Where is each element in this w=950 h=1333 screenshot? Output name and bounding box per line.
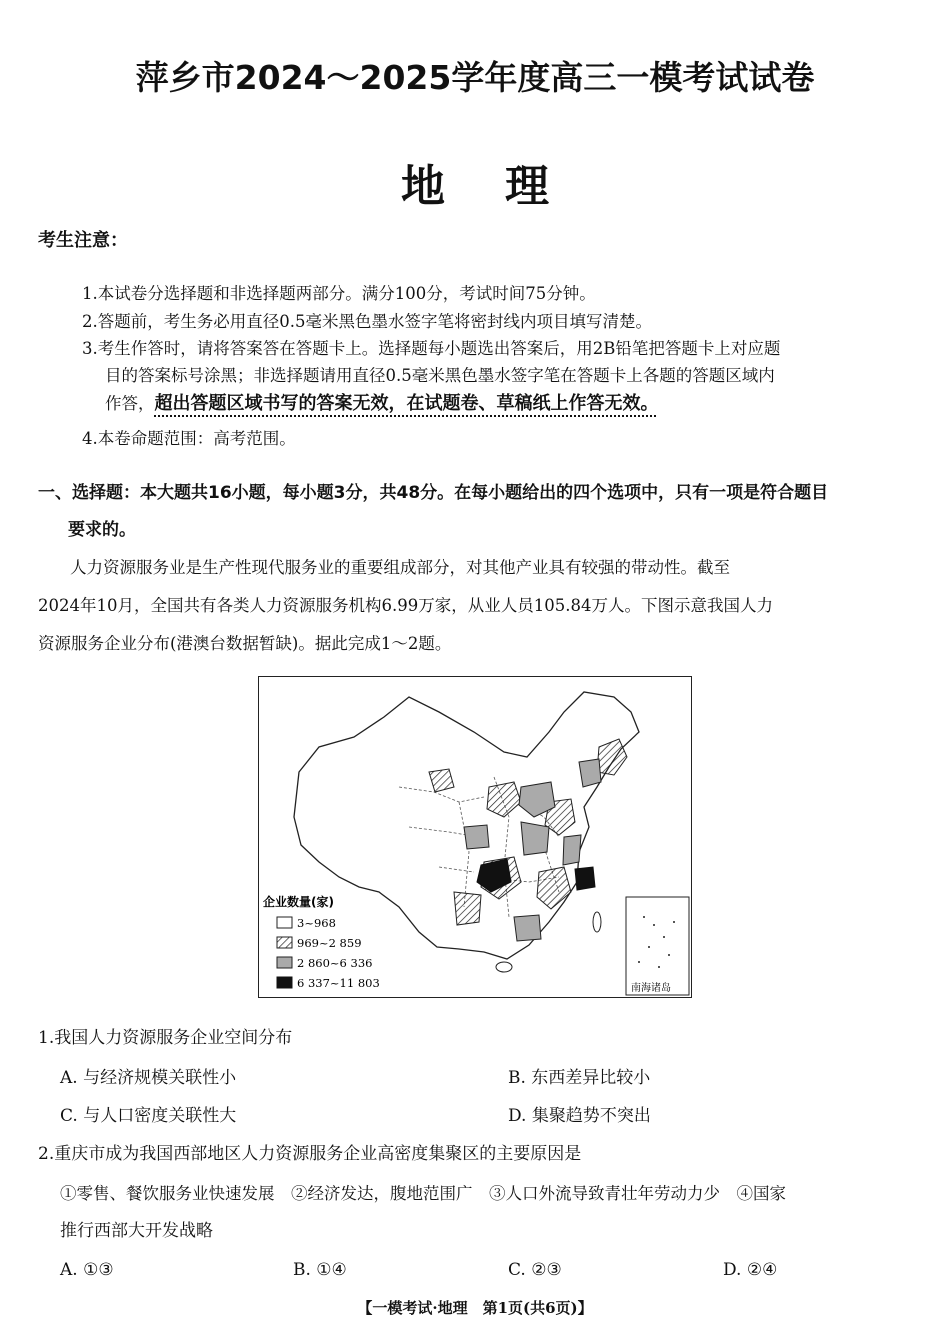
notice-item-3-prefix: 作答， [105, 394, 155, 413]
q2-statements-line-1: ①零售、餐饮服务业快速发展 ②经济发达，腹地范围广 ③人口外流导致青壮年劳动力少 ④国家 [60, 1184, 786, 1203]
exam-title: 萍乡市2024～2025学年度高三一模考试试卷 [135, 58, 815, 97]
intro-line-3: 资源服务企业分布(港澳台数据暂缺)。据此完成1～2题。 [38, 634, 452, 653]
notice-item-3-line-3 [105, 392, 659, 416]
q1-option-c: C. 与人口密度关联性大 [60, 1106, 237, 1126]
q2-statements-line-2: 推行西部大开发战略 [60, 1221, 213, 1241]
notice-item-1: 1.本试卷分选择题和非选择题两部分。满分100分，考试时间75分钟。 [82, 284, 596, 303]
section-heading-line-2: 要求的。 [68, 520, 136, 540]
intro-line-2: 2024年10月，全国共有各类人力资源服务机构6.99万家，从业人员105.84万人。下图示意我国人力 [38, 596, 773, 615]
china-hr-enterprise-map [258, 676, 692, 998]
legend-item-2: 969~2 859 [297, 936, 362, 950]
notice-item-3-line-1: 3.考生作答时，请将答案答在答题卡上。选择题每小题选出答案后，用2B铅笔把答题卡上对应题 [82, 339, 781, 358]
notice-item-2: 2.答题前，考生务必用直径0.5毫米黑色墨水签字笔将密封线内项目填写清楚。 [82, 312, 652, 331]
q1-option-d: D. 集聚趋势不突出 [508, 1106, 651, 1126]
legend-title: 企业数量(家) [263, 895, 334, 909]
inset-label: 南海诸岛 [631, 983, 671, 994]
q2-stem: 2.重庆市成为我国西部地区人力资源服务企业高密度集聚区的主要原因是 [38, 1144, 582, 1164]
notice-item-4: 4.本卷命题范围：高考范围。 [82, 429, 296, 448]
q2-option-b: B. ①④ [293, 1260, 347, 1280]
notice-heading: 考生注意： [38, 230, 128, 251]
q1-option-b: B. 东西差异比较小 [508, 1068, 651, 1088]
intro-line-1: 人力资源服务业是生产性现代服务业的重要组成部分，对其他产业具有较强的带动性。截至 [70, 558, 730, 577]
legend-item-1: 3~968 [297, 916, 336, 930]
q2-option-d: D. ②④ [723, 1260, 778, 1280]
map-svg [259, 677, 690, 996]
q1-stem: 1.我国人力资源服务企业空间分布 [38, 1028, 293, 1048]
notice-item-3-line-2: 目的答案标号涂黑；非选择题请用直径0.5毫米黑色墨水签字笔在答题卡上各题的答题区域内 [105, 366, 775, 385]
q2-option-a: A. ①③ [60, 1260, 114, 1280]
q2-option-c: C. ②③ [508, 1260, 562, 1280]
legend-item-3: 2 860~6 336 [297, 956, 373, 970]
notice-emphasis: 超出答题区域书写的答案无效，在试题卷、草稿纸上作答无效。 [154, 393, 659, 414]
legend-item-4: 6 337~11 803 [297, 976, 380, 990]
q1-option-a: A. 与经济规模关联性小 [60, 1068, 237, 1088]
subject-title: 地理 [401, 161, 609, 212]
page-footer: 【一模考试·地理 第1页(共6页)】 [357, 1299, 593, 1317]
section-heading-line-1: 一、选择题：本大题共16小题，每小题3分，共48分。在每小题给出的四个选项中，只有一项是符合题目 [38, 483, 829, 503]
